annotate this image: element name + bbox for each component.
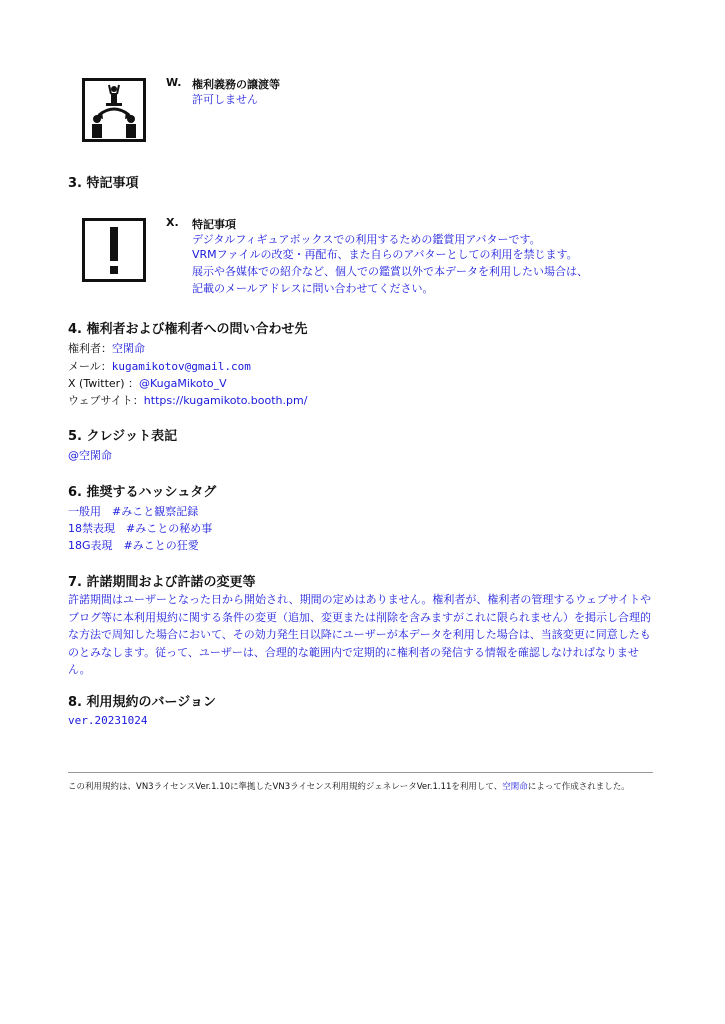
section6-heading: 6. 推奨するハッシュタグ xyxy=(68,485,217,500)
item-x-code: X. xyxy=(166,216,179,229)
holder-label: 権利者： xyxy=(68,342,112,355)
item-x-line: デジタルフィギュアボックスでの利用するための鑑賞用アバターです。 xyxy=(192,233,541,246)
hashtag-item: 一般用 #みこと観察記録 xyxy=(68,505,199,518)
section4-heading: 4. 権利者および権利者への問い合わせ先 xyxy=(68,322,308,337)
footer-divider xyxy=(68,772,653,773)
footer-text xyxy=(68,780,658,794)
section7-heading: 7. 許諾期間および許諾の変更等 xyxy=(68,575,256,590)
website-line xyxy=(68,392,307,408)
hashtag-item: 18禁表現 #みことの秘め事 xyxy=(68,522,213,535)
item-x-line: 展示や各媒体での紹介など、個人での鑑賞以外で本データを利用したい場合は、 xyxy=(192,265,588,278)
hashtag-item: 18G表現 #みことの狂愛 xyxy=(68,539,199,552)
footer-author-link[interactable]: 空閑命 xyxy=(502,782,528,792)
holder-value: 空閑命 xyxy=(112,342,145,355)
credit-value: @空閑命 xyxy=(68,449,112,462)
twitter-label: X (Twitter) ： xyxy=(68,377,139,390)
item-x-title: 特記事項 xyxy=(192,218,236,231)
twitter-line xyxy=(68,375,227,391)
mail-line xyxy=(68,358,251,374)
holder-line xyxy=(68,340,145,356)
twitter-link[interactable]: @KugaMikoto_V xyxy=(138,377,227,390)
mail-link[interactable]: kugamikotov@gmail.com xyxy=(111,360,251,373)
footer-text-after: によって作成されました。 xyxy=(527,782,630,792)
website-link[interactable]: https://kugamikoto.booth.pm/ xyxy=(143,394,308,407)
section5-heading: 5. クレジット表記 xyxy=(68,429,178,444)
mail-label: メール： xyxy=(68,360,112,373)
item-w-value: 許可しません xyxy=(192,93,258,106)
item-x-line: 記載のメールアドレスに問い合わせてください。 xyxy=(192,282,434,295)
footer-text-before: この利用規約は、VN3ライセンスVer.1.10に準拠したVN3ライセンス利用規約ジェネレータVer.1.11を利用して、 xyxy=(68,782,503,792)
item-w-code: W. xyxy=(166,76,182,89)
website-label: ウェブサイト： xyxy=(68,394,144,407)
transfer-people-icon xyxy=(82,78,146,142)
section7-text: 許諾期間はユーザーとなった日から開始され、期間の定めはありません。権利者が、権利者の管理するウェブサイトやブログ等に本利用規約に関する条件の変更（追加、変更または削除を含みますがこれに限られません）を掲示し合理的な方法で周知した場合において、その効力発生日以降にユーザーが本データを利用した場合は、当該変更に同意したものとみなします。従って、ユーザーは、合理的な範囲内で定期的に権利者の発信する情報を確認しなければなりません。 xyxy=(68,593,652,676)
section3-heading: 3. 特記事項 xyxy=(68,176,139,191)
item-w-title: 権利義務の譲渡等 xyxy=(192,78,280,91)
version-value: ver.20231024 xyxy=(68,714,148,727)
section8-heading: 8. 利用規約のバージョン xyxy=(68,695,216,710)
exclamation-icon xyxy=(82,218,146,282)
item-x-line: VRMファイルの改変・再配布、また自らのアバターとしての利用を禁じます。 xyxy=(192,248,578,261)
